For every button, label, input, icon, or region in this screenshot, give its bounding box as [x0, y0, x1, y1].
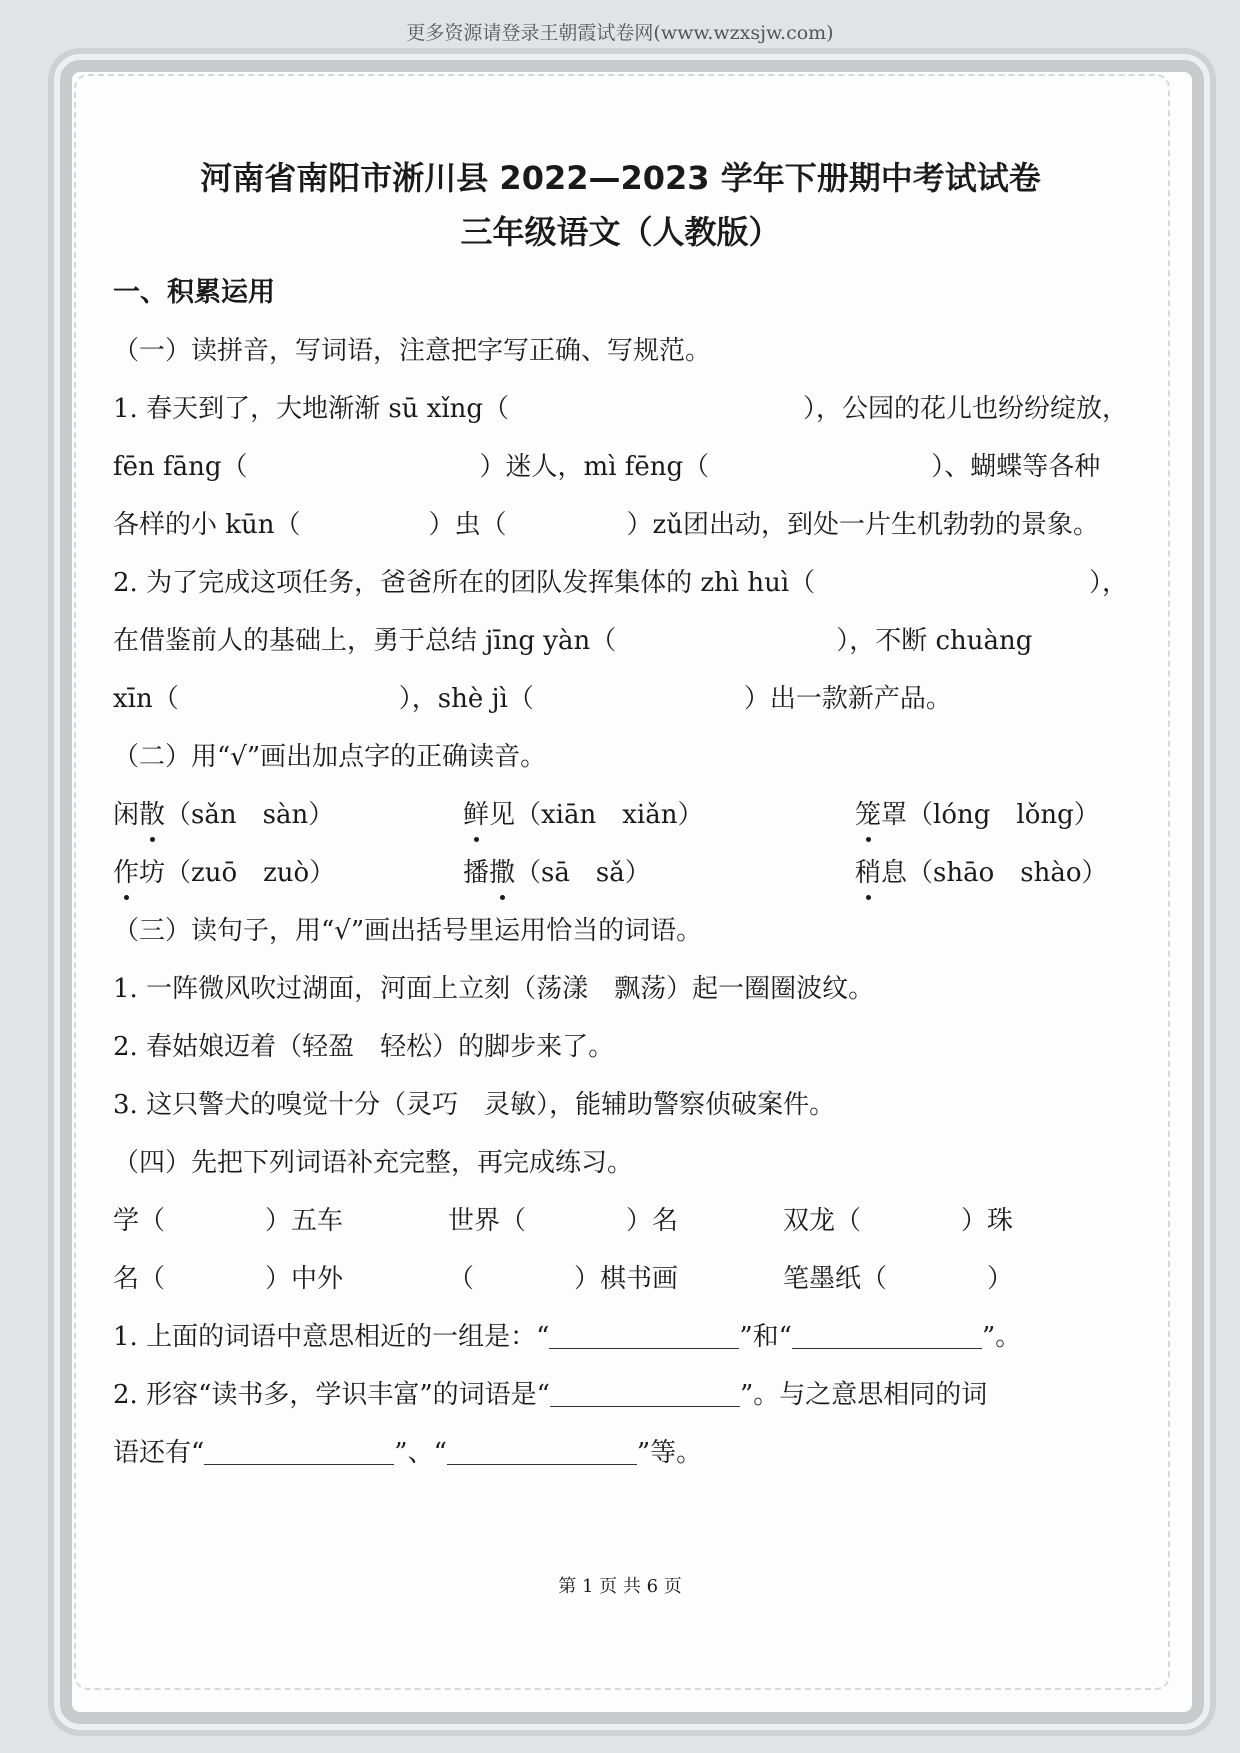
text: fēn fāng（	[113, 452, 248, 482]
answer-underline[interactable]	[447, 1434, 637, 1465]
text: ）迷人，mì fēng（	[479, 452, 710, 482]
text: 各样的小 kūn（	[113, 510, 301, 540]
page-title: 河南省南阳市淅川县 2022—2023 学年下册期中考试试卷	[200, 159, 1041, 197]
pinyin-item: 鲜见（xiān xiǎn）	[463, 786, 855, 844]
answer-underline[interactable]	[549, 1318, 739, 1349]
dotted-char: 撒	[489, 844, 515, 902]
idiom-item: 世界（ ）名	[448, 1206, 679, 1236]
pinyin-row-2	[113, 844, 1128, 902]
q1-line2	[113, 438, 1128, 496]
text: xīn（	[113, 684, 179, 714]
idiom-item: 双龙（ ）珠	[783, 1206, 1014, 1236]
page-subtitle: 三年级语文（人教版）	[460, 213, 781, 251]
part4-q2-cont: 语还有“ ”、“ ”等。	[113, 1424, 1128, 1482]
part3-q1: 1. 一阵微风吹过湖面，河面上立刻（荡漾 飘荡）起一圈圈波纹。	[113, 974, 875, 1004]
answer-blank[interactable]	[852, 554, 1052, 612]
text: ）虫（	[428, 510, 507, 540]
text: ）出一款新产品。	[743, 684, 952, 714]
dotted-char: 鲜	[463, 786, 489, 844]
dotted-char: 散	[139, 786, 165, 844]
answer-underline[interactable]	[792, 1318, 982, 1349]
part3-heading: （三）读句子，用“√”画出括号里运用恰当的词语。	[113, 916, 703, 946]
idiom-item: 笔墨纸（ ）	[783, 1264, 1014, 1294]
dotted-char: 稍	[855, 844, 881, 902]
q2-line2	[113, 612, 1128, 670]
header-note: 更多资源请登录王朝霞试卷网(www.wzxsjw.com)	[406, 22, 834, 44]
text: 1. 春天到了，大地渐渐 sū xǐng（	[113, 394, 510, 424]
text: 在借鉴前人的基础上，勇于总结 jīng yàn（	[113, 626, 617, 656]
q2-line1	[113, 554, 1128, 612]
section-heading: 一、积累运用	[113, 277, 275, 308]
pinyin-item: 闲散（sǎn sàn）	[113, 786, 463, 844]
exam-page	[113, 150, 1128, 1482]
pinyin-item: 笼罩（lóng lǒng）	[855, 786, 1100, 844]
idiom-item: 学（ ）五车	[113, 1206, 344, 1236]
idiom-item: （ ）棋书画	[448, 1264, 679, 1294]
idiom-row-2	[113, 1250, 1128, 1308]
text: ）、蝴蝶等各种	[931, 452, 1101, 482]
pinyin-item: 作坊（zuō zuò）	[113, 844, 463, 902]
part3-q3: 3. 这只警犬的嗅觉十分（灵巧 灵敏），能辅助警察侦破案件。	[113, 1090, 836, 1120]
text: ），shè jì（	[398, 684, 534, 714]
answer-blank[interactable]	[546, 380, 766, 438]
part4-q2: 2. 形容“读书多，学识丰富”的词语是“ ”。与之意思相同的词	[113, 1366, 1128, 1424]
pinyin-row-1	[113, 786, 1128, 844]
idiom-item: 名（ ）中外	[113, 1264, 344, 1294]
text: ），	[1088, 568, 1128, 598]
q2-line3	[113, 670, 1128, 728]
pinyin-item: 播撒（sā sǎ）	[463, 844, 855, 902]
answer-underline[interactable]	[550, 1376, 740, 1407]
text: ），不断 chuàng	[836, 626, 1033, 656]
text: ），公园的花儿也纷纷绽放，	[802, 394, 1128, 424]
part4-heading: （四）先把下列词语补充完整，再完成练习。	[113, 1148, 634, 1178]
q1-line3	[113, 496, 1128, 554]
text: ）zǔ团出动，到处一片生机勃勃的景象。	[626, 510, 1099, 540]
dotted-char: 作	[113, 844, 139, 902]
dotted-char: 笼	[855, 786, 881, 844]
part3-q2: 2. 春姑娘迈着（轻盈 轻松）的脚步来了。	[113, 1032, 615, 1062]
part2-heading: （二）用“√”画出加点字的正确读音。	[113, 742, 547, 772]
q1-line1	[113, 380, 1128, 438]
text: 2. 为了完成这项任务，爸爸所在的团队发挥集体的 zhì huì（	[113, 568, 816, 598]
idiom-row-1	[113, 1192, 1128, 1250]
page-number: 第 1 页 共 6 页	[558, 1576, 682, 1597]
answer-underline[interactable]	[204, 1434, 394, 1465]
pinyin-item: 稍息（shāo shào）	[855, 844, 1108, 902]
part4-q1: 1. 上面的词语中意思相近的一组是：“ ”和“ ”。	[113, 1308, 1128, 1366]
part1-heading: （一）读拼音，写词语，注意把字写正确、写规范。	[113, 336, 712, 366]
